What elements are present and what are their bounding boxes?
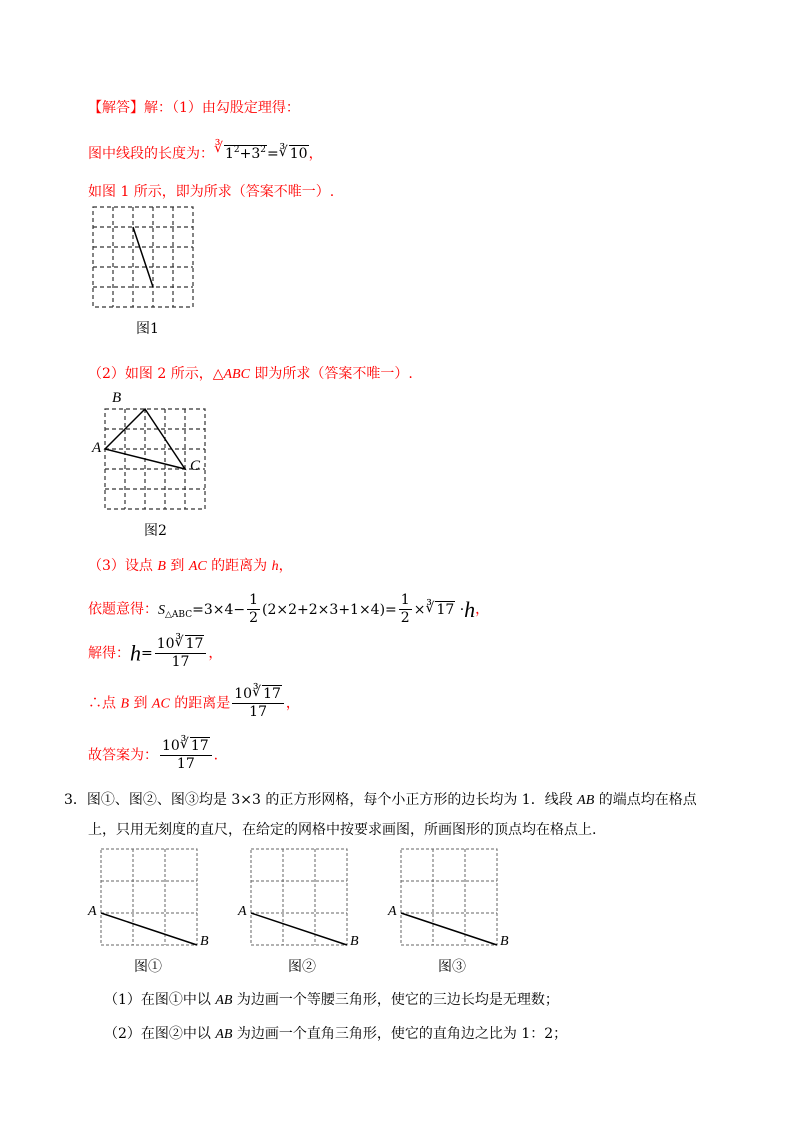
fig2-label-b: B [112,390,122,406]
exp-1: 2 [233,145,240,155]
segment-fig1 [133,227,153,287]
q3-fig2-label-b: B [350,934,359,949]
therefore-line: ∴点 B 到 AC 的距离是 10 ∛ 17 17 ， [88,684,300,720]
solve-line: 解得：h= 10 ∛ 17 17 ， [88,634,223,670]
q3-fig3-label-b: B [500,934,509,949]
segment-ab-3 [401,913,497,945]
q3-sub1: （1）在图①中以 AB 为边画一个等腰三角形，使它的三边长均是无理数； [104,992,559,1008]
part2-text: （2）如图 2 所示，△ABC 即为所求（答案不唯一）. [88,366,413,382]
q3-fig2-label-a: A [238,904,247,919]
radicand-2: +3 [239,146,261,162]
sqrt-result: ∛ 10 [278,144,308,162]
exp-2: 2 [260,145,267,155]
fig1-text: 如图 1 所示，即为所求（答案不唯一）. [88,184,335,200]
figure-1-caption: 图1 [136,321,159,337]
figure-1-grid [92,206,194,310]
figure-q3-1 [100,848,200,946]
q3-fig3-caption: 图③ [438,959,466,975]
q3-fig1-caption: 图① [134,959,162,975]
segment-ab-1 [101,913,197,945]
sqrt-expression: ∛ $1^2+3^2$ [214,140,267,162]
fig2-label-c: C [190,458,201,474]
q3-fig3-label-a: A [388,904,397,919]
segment-ab-2 [251,913,347,945]
figure-q3-3 [400,848,500,946]
answer-header: 【解答】解：（1）由勾股定理得： [88,100,300,116]
part3-text: （3）设点 B 到 AC 的距离为 h， [88,558,293,574]
q3-fig2-caption: 图② [288,959,316,975]
final-answer-line: 故答案为： 10 ∛ 17 17 . [88,736,219,772]
q3-fig1-label-a: A [88,904,97,919]
equation-line: 依题意得：$S_{\triangle ABC}=3\times 4-$ $\frac{1}{2}$ (2×2+2×3+1×4)= $\frac{1}{2}$ × ∛ 17 ·h， [88,592,490,626]
equals-sign: = [267,146,279,162]
fig2-label-a: A [92,440,102,456]
figure-2-caption: 图2 [144,523,167,539]
q3-sub2: （2）在图②中以 AB 为边画一个直角三角形，使它的直角边之比为 1：2； [104,1026,568,1042]
comma: ， [308,146,323,162]
figure-q3-2 [250,848,350,946]
q3-line1: 3．图①、图②、图③均是 3×3 的正方形网格，每个小正方形的边长均为 1．线段 AB 的端点均在格点 [64,792,697,808]
length-line [88,140,323,164]
q3-fig1-label-b: B [200,934,209,949]
length-prefix: 图中线段的长度为： [88,146,214,162]
q3-line2: 上，只用无刻度的直尺，在给定的网格中按要求画图，所画图形的顶点均在格点上. [88,822,597,838]
radicand-1: 1 [225,146,234,162]
